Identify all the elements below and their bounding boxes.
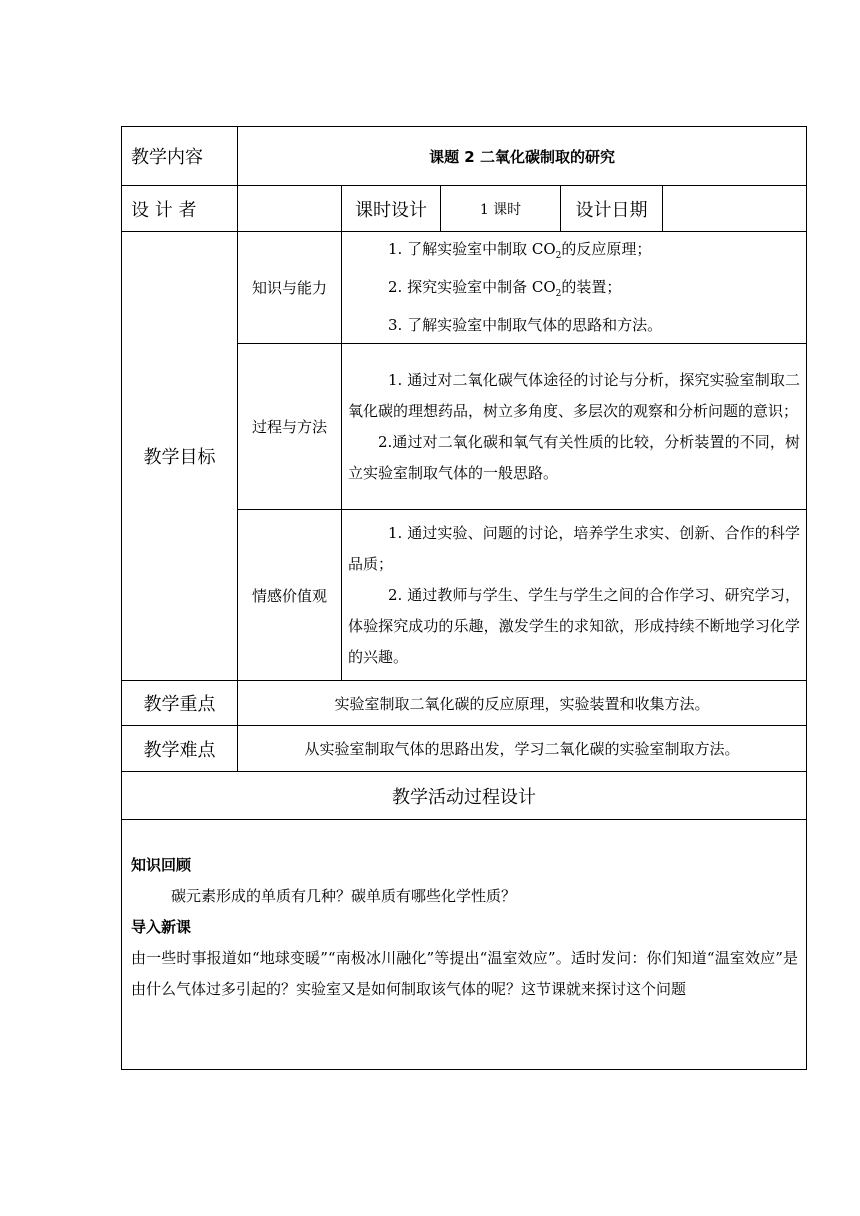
designer-label: 设 计 者 xyxy=(122,186,238,232)
content-label: 教学内容 xyxy=(122,127,238,186)
designer-value xyxy=(238,186,342,232)
design-date-value xyxy=(663,186,807,232)
knowledge-label: 知识与能力 xyxy=(238,232,342,344)
key-point-row xyxy=(122,681,807,726)
emotion-item: 2. 通过教师与学生、学生与学生之间的合作学习、研究学习，体验探究成功的乐趣，激发学生的求知欲，形成持续不断地学习化学的兴趣。 xyxy=(348,585,801,666)
difficulty-label: 教学难点 xyxy=(122,726,238,772)
process-item: 2.通过对二氧化碳和氧气有关性质的比较，分析装置的不同，树立实验室制取气体的一般思路。 xyxy=(348,432,801,482)
design-date-label: 设计日期 xyxy=(561,186,663,232)
activity-title-row xyxy=(122,772,807,820)
process-items xyxy=(342,344,807,510)
objective-knowledge-row xyxy=(122,232,807,344)
content-row xyxy=(122,127,807,186)
period-value: 1 课时 xyxy=(441,186,561,232)
activity-body-row xyxy=(122,820,807,1070)
activity-title: 教学活动过程设计 xyxy=(122,772,807,820)
key-point-text: 实验室制取二氧化碳的反应原理，实验装置和收集方法。 xyxy=(238,681,807,726)
objectives-label: 教学目标 xyxy=(122,232,238,681)
knowledge-item: 3. 了解实验室中制取气体的思路和方法。 xyxy=(388,316,663,334)
knowledge-item: 1. 了解实验室中制取 $CO_2$的反应原理； xyxy=(388,240,652,261)
key-point-label: 教学重点 xyxy=(122,681,238,726)
knowledge-item: 2. 探究实验室中制备 $CO_2$的装置； xyxy=(388,278,622,299)
knowledge-items xyxy=(342,232,807,344)
lesson-plan-table xyxy=(121,126,807,1070)
review-question: 碳元素形成的单质有几种？碳单质有哪些化学性质？ xyxy=(171,887,517,905)
lesson-title: 课题 2 二氧化碳制取的研究 xyxy=(238,127,807,186)
emotion-item: 1. 通过实验、问题的讨论，培养学生求实、创新、合作的科学品质； xyxy=(348,523,801,573)
intro-text: 由一些时事报道如“地球变暖”“南极冰川融化”等提出“温室效应”。适时发问：你们知道“温室效应”是由什么气体过多引起的？实验室又是如何制取该气体的呢？这节课就来探讨这个问题 xyxy=(131,949,799,998)
review-heading: 知识回顾 xyxy=(131,856,192,874)
intro-heading: 导入新课 xyxy=(131,918,192,936)
process-label: 过程与方法 xyxy=(238,344,342,510)
activity-body xyxy=(122,820,807,1070)
emotion-items xyxy=(342,510,807,681)
period-design-label: 课时设计 xyxy=(342,186,441,232)
difficulty-text: 从实验室制取气体的思路出发，学习二氧化碳的实验室制取方法。 xyxy=(238,726,807,772)
emotion-label: 情感价值观 xyxy=(238,510,342,681)
process-item: 1. 通过对二氧化碳气体途径的讨论与分析，探究实验室制取二氧化碳的理想药品，树立多角度、多层次的观察和分析问题的意识； xyxy=(348,370,801,420)
difficulty-row xyxy=(122,726,807,772)
designer-row xyxy=(122,186,807,232)
lesson-plan-page xyxy=(121,126,806,1070)
